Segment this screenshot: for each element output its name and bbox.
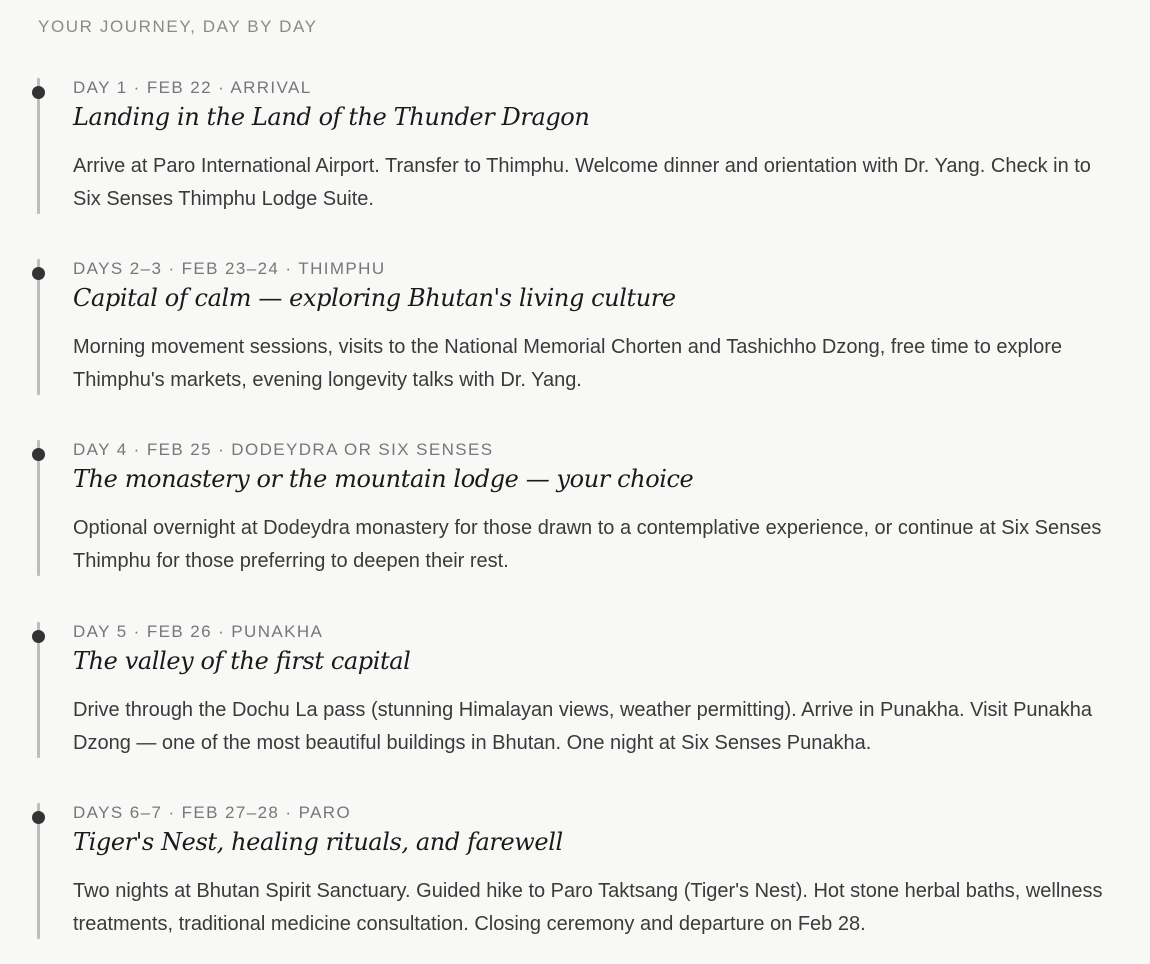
section-heading: YOUR JOURNEY, DAY BY DAY [38,17,318,36]
entry-title: Capital of calm — exploring Bhutan's living culture [73,284,676,312]
timeline-dot-icon [32,630,45,643]
timeline-dot-icon [32,267,45,280]
timeline-dot-icon [32,811,45,824]
timeline-dot-icon [32,448,45,461]
entry-title: Tiger's Nest, healing rituals, and farewell [73,828,563,856]
entry-meta: DAYS 2–3 · FEB 23–24 · THIMPHU [73,259,386,278]
entry-description: Morning movement sessions, visits to the National Memorial Chorten and Tashichho Dzong, free time to explore Thimphu's markets, evening longevity talks with Dr. Yang. [73,336,1062,391]
entry-title: Landing in the Land of the Thunder Dragon [73,103,590,131]
entry-title: The monastery or the mountain lodge — your choice [73,465,694,493]
entry-meta: DAY 4 · FEB 25 · DODEYDRA OR SIX SENSES [73,440,494,459]
entry-description: Two nights at Bhutan Spirit Sanctuary. Guided hike to Paro Taktsang (Tiger's Nest). Hot stone herbal baths, wellness treatments, traditional medicine consultation. Closing ceremony and departure on Feb 28. [73,880,1103,935]
timeline-dot-icon [32,86,45,99]
entry-meta: DAY 5 · FEB 26 · PUNAKHA [73,622,324,641]
entry-description: Arrive at Paro International Airport. Transfer to Thimphu. Welcome dinner and orientation with Dr. Yang. Check in to Six Senses Thimphu Lodge Suite. [73,155,1091,210]
entry-description: Drive through the Dochu La pass (stunning Himalayan views, weather permitting). Arrive in Punakha. Visit Punakha Dzong — one of the most beautiful buildings in Bhutan. One night at Six Senses Punakha. [73,699,1093,754]
entry-title: The valley of the first capital [73,647,411,675]
entry-description: Optional overnight at Dodeydra monastery for those drawn to a contemplative experience, or continue at Six Senses Thimphu for those preferring to deepen their rest. [73,517,1102,572]
entry-meta: DAY 1 · FEB 22 · ARRIVAL [73,78,312,97]
entry-meta: DAYS 6–7 · FEB 27–28 · PARO [73,803,352,822]
